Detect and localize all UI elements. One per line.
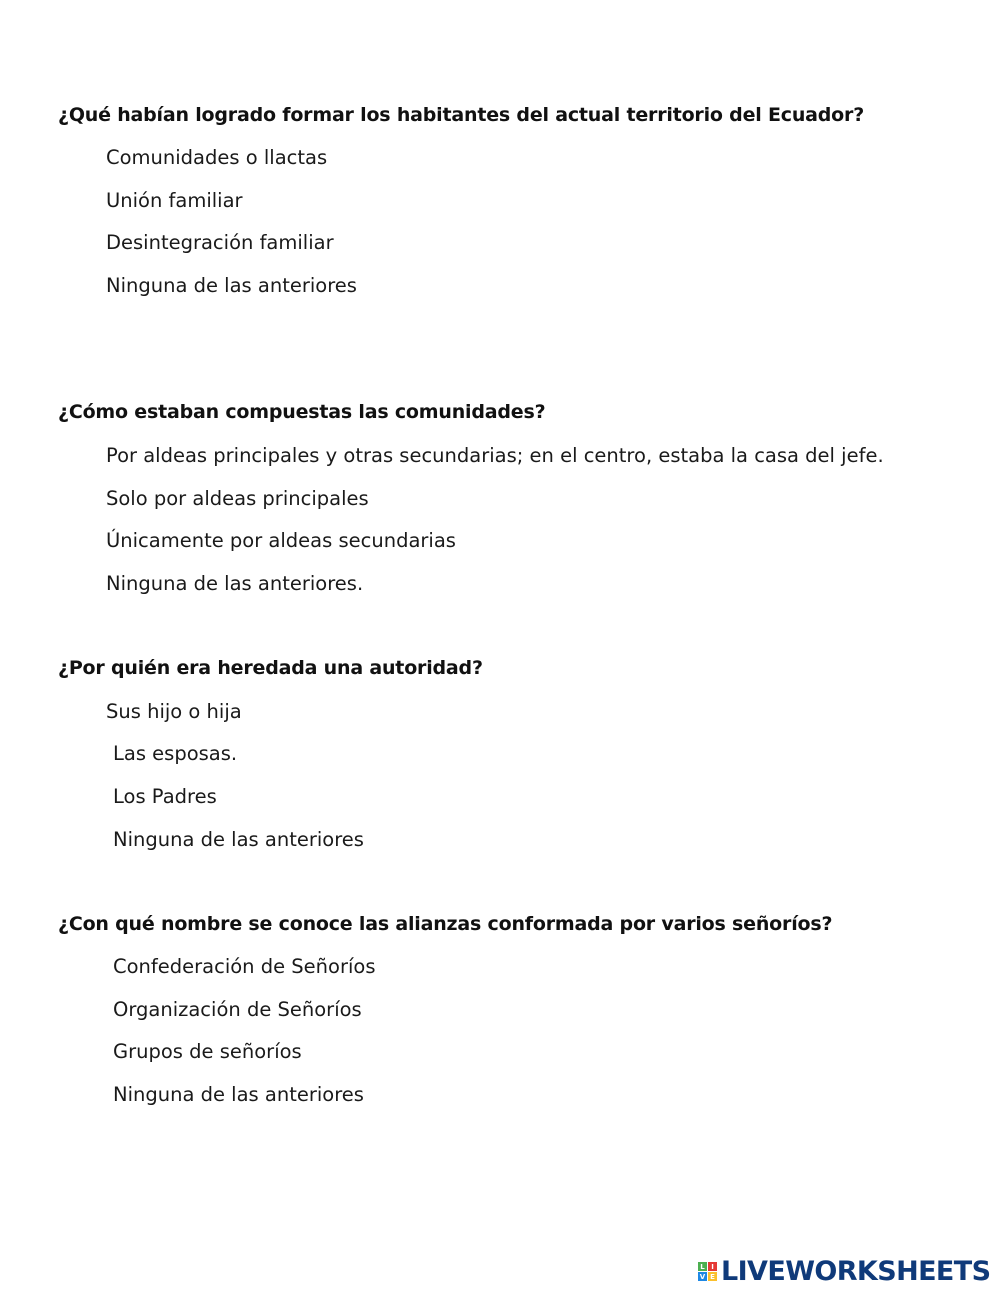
question-1-option-1[interactable]: Comunidades o llactas [106,146,328,169]
question-3: ¿Por quién era heredada una autoridad? [58,657,483,679]
logo-mark-l: L [698,1262,707,1271]
question-1-option-3[interactable]: Desintegración familiar [106,231,334,254]
question-2-option-2[interactable]: Solo por aldeas principales [106,487,369,510]
question-2-option-3[interactable]: Únicamente por aldeas secundarias [106,529,456,552]
question-1-option-4[interactable]: Ninguna de las anteriores [106,274,357,297]
question-4-option-3[interactable]: Grupos de señoríos [113,1040,302,1063]
question-4-option-4[interactable]: Ninguna de las anteriores [113,1083,364,1106]
question-3-option-1[interactable]: Sus hijo o hija [106,700,242,723]
question-2-option-4[interactable]: Ninguna de las anteriores. [106,572,364,595]
logo-text: LIVEWORKSHEETS [721,1256,991,1287]
question-1: ¿Qué habían logrado formar los habitantes del actual territorio del Ecuador? [58,104,865,126]
logo-mark-icon [698,1262,717,1281]
question-4-option-1[interactable]: Confederación de Señoríos [113,955,376,978]
logo-mark-v: V [699,1272,706,1281]
question-3-option-2[interactable]: Las esposas. [113,742,238,765]
logo-mark-e: E [708,1272,717,1281]
question-2-option-1[interactable]: Por aldeas principales y otras secundarias; en el centro, estaba la casa del jefe. [106,444,884,467]
question-4-option-2[interactable]: Organización de Señoríos [113,998,362,1021]
question-3-option-3[interactable]: Los Padres [113,785,217,808]
question-3-option-4[interactable]: Ninguna de las anteriores [113,828,364,851]
question-2: ¿Cómo estaban compuestas las comunidades? [58,401,546,423]
question-1-option-2[interactable]: Unión familiar [106,189,243,212]
liveworksheets-logo [698,1256,990,1287]
logo-mark-i: I [708,1262,717,1271]
question-4: ¿Con qué nombre se conoce las alianzas conformada por varios señoríos? [58,913,833,935]
